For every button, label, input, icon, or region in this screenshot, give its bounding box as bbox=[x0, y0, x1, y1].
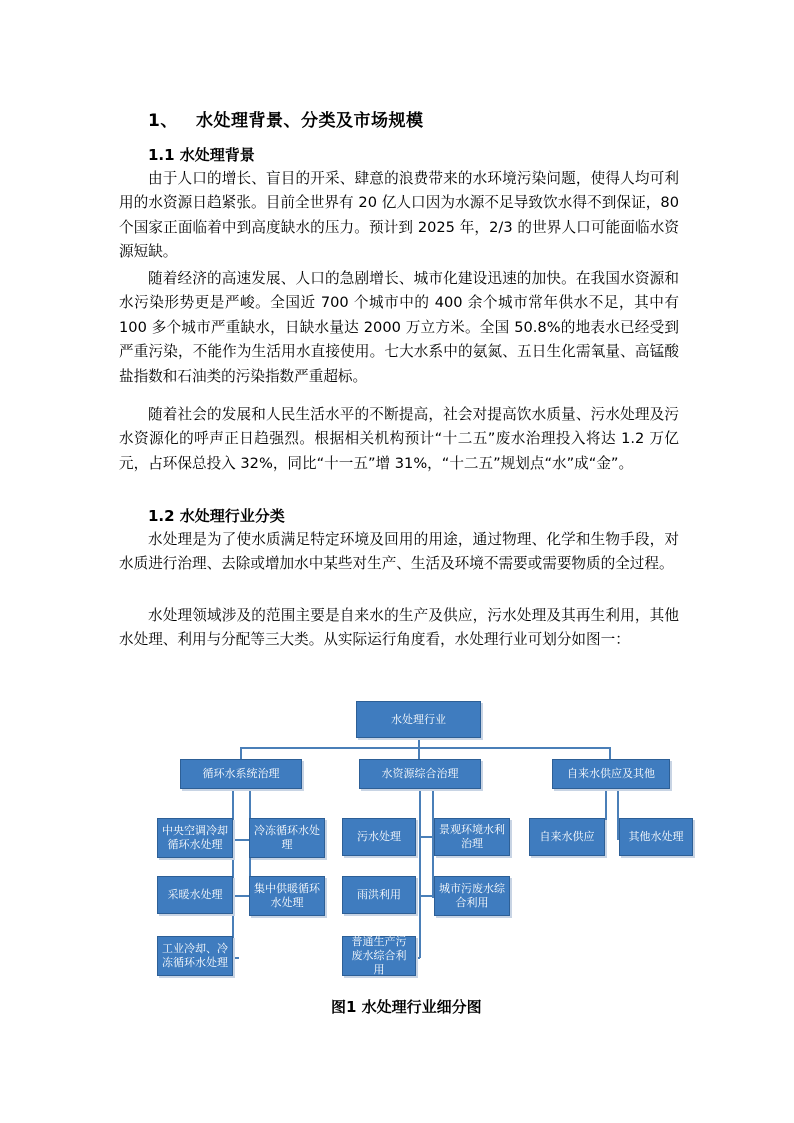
diagram-branch-node: 水资源综合治理 bbox=[359, 759, 481, 789]
figure-caption: 图1 水处理行业细分图 bbox=[331, 998, 482, 1016]
section-1-2-heading: 1.2 水处理行业分类 bbox=[148, 507, 285, 525]
connector bbox=[416, 957, 420, 959]
connector bbox=[605, 788, 607, 840]
connector bbox=[419, 788, 421, 958]
diagram-leaf-node: 冷冻循环水处理 bbox=[249, 818, 325, 858]
section-1-title: 水处理背景、分类及市场规模 bbox=[196, 111, 424, 131]
section-1-number: 1、 bbox=[148, 111, 178, 131]
paragraph-2: 随着经济的高速发展、人口的急剧增长、城市化建设迅速的加快。在我国水资源和水污染形势更是严峻。全国近 700 个城市中的 400 余个城市常年供水不足，其中有 100 多个城市严重缺水，日缺水量达 2000 万立方米。全国 50.8%的地表水已经受到严重污染，不能作为生活用水直接使用。七大水系中的氨氮、五日生化需氧量、高锰酸盐指数和石油类的污染指数严重超标。 bbox=[119, 270, 679, 385]
diagram-leaf-node: 景观环境水利治理 bbox=[434, 818, 510, 856]
paragraph-1: 由于人口的增长、盲目的开采、肆意的浪费带来的水环境污染问题，使得人均可利用的水资源日趋紧张。目前全世界有 20 亿人口因为水源不足导致饮水得不到保证，80 个国家正面临着中到高度缺水的压力。预计到 2025 年，2/3 的世界人口可能面临水资源短缺。 bbox=[119, 170, 679, 261]
diagram-leaf-node: 自来水供应 bbox=[529, 818, 605, 856]
diagram-branch-node: 自来水供应及其他 bbox=[552, 759, 670, 789]
connector bbox=[418, 747, 420, 759]
connector bbox=[233, 839, 249, 841]
connector bbox=[232, 788, 234, 958]
diagram-leaf-node: 普通生产污废水综合利用 bbox=[342, 936, 416, 976]
diagram-leaf-node: 中央空调冷却循环水处理 bbox=[157, 818, 233, 858]
diagram-leaf-node: 雨洪利用 bbox=[342, 876, 416, 914]
diagram-leaf-node: 污水处理 bbox=[342, 818, 416, 856]
connector bbox=[233, 957, 239, 959]
diagram-leaf-node: 采暖水处理 bbox=[157, 876, 233, 914]
connector bbox=[609, 747, 611, 759]
paragraph-5: 水处理领域涉及的范围主要是自来水的生产及供应，污水处理及其再生利用，其他水处理、利用与分配等三大类。从实际运行角度看，水处理行业可划分如图一： bbox=[119, 607, 679, 649]
connector bbox=[240, 747, 610, 749]
diagram-leaf-node: 工业冷却、冷冻循环水处理 bbox=[157, 936, 233, 976]
section-1-heading bbox=[148, 106, 424, 131]
connector bbox=[240, 747, 242, 759]
diagram-leaf-node: 其他水处理 bbox=[619, 818, 693, 856]
connector bbox=[420, 836, 432, 838]
diagram-root-node: 水处理行业 bbox=[356, 701, 481, 738]
paragraph-4: 水处理是为了使水质满足特定环境及回用的用途，通过物理、化学和生物手段，对水质进行治理、去除或增加水中某些对生产、生活及环境不需要或需要物质的全过程。 bbox=[119, 531, 679, 573]
diagram-branch-node: 循环水系统治理 bbox=[180, 759, 302, 789]
connector bbox=[233, 895, 249, 897]
diagram-leaf-node: 集中供暖循环水处理 bbox=[249, 876, 325, 916]
section-1-1-heading: 1.1 水处理背景 bbox=[148, 146, 255, 164]
diagram-leaf-node: 城市污废水综合利用 bbox=[434, 876, 510, 916]
paragraph-3: 随着社会的发展和人民生活水平的不断提高，社会对提高饮水质量、污水处理及污水资源化的呼声正日趋强烈。根据相关机构预计“十二五”废水治理投入将达 1.2 万亿元，占环保总投入 32%，同比“十一五”增 31%，“十二五”规划点“水”成“金”。 bbox=[119, 406, 679, 472]
connector bbox=[420, 895, 432, 897]
